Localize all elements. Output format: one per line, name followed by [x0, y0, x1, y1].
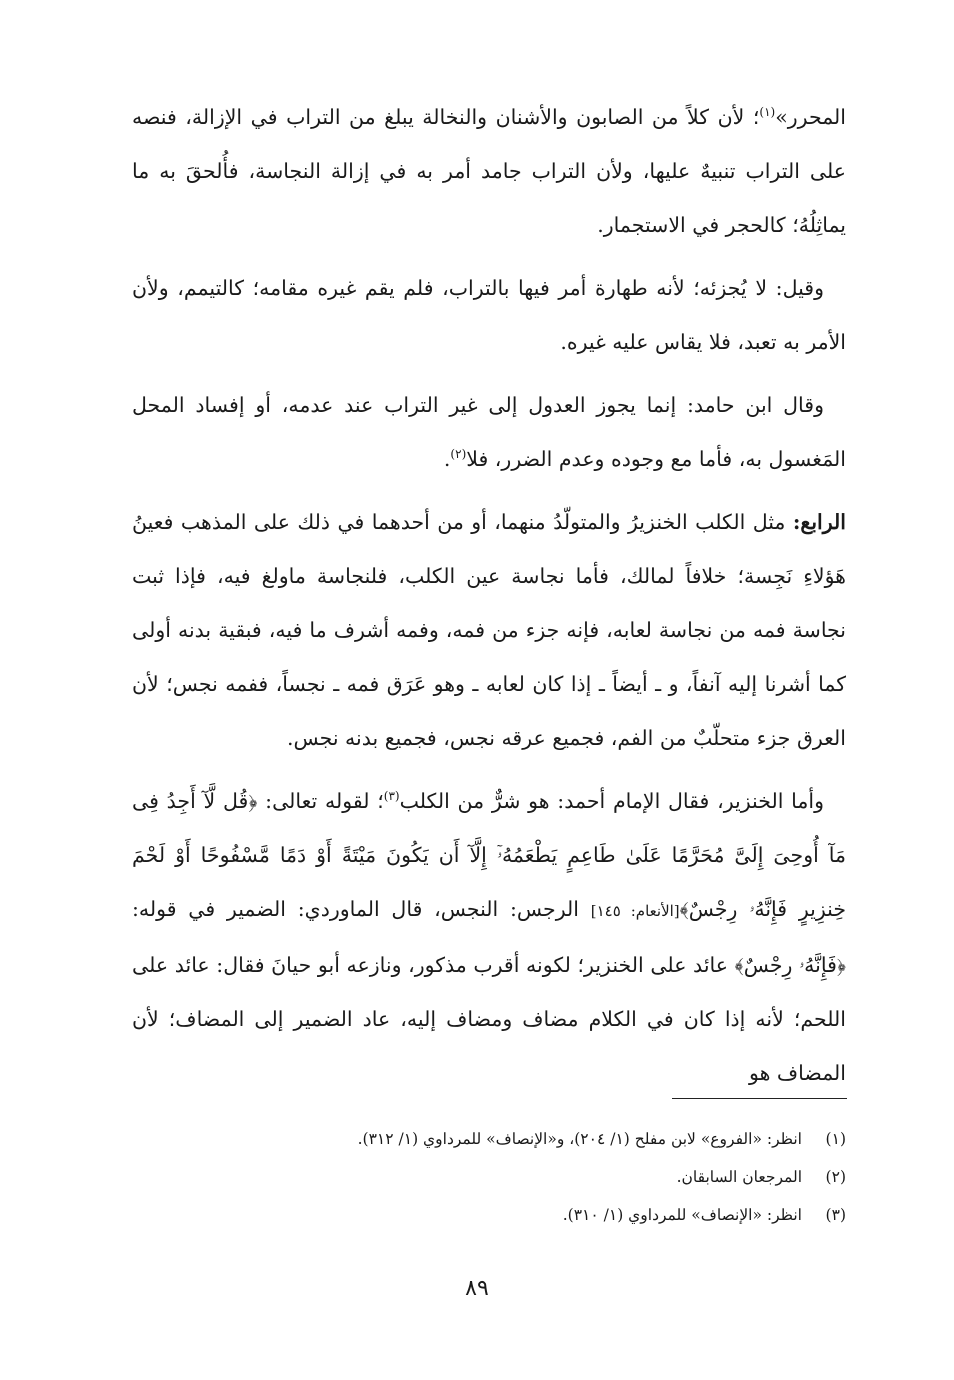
quran-verse: ﴿قُل لَّآ أَجِدُ فِى مَآ أُوحِىَ إِلَىَّ مُحَرَّمًا عَلَىٰ طَاعِمٍ يَطْعَمُهُۥٓ إِلَّآ أَن يَكُونَ مَيْتَةً أَوْ دَمًا مَّسْفُوحًا أَوْ لَحْمَ خِنزِيرٍ فَإِنَّهُۥ رِجْسٌ﴾ — [132, 789, 847, 921]
paragraph-3 — [132, 378, 846, 486]
paragraph-2 — [132, 261, 846, 369]
footnote-separator — [672, 1098, 847, 1099]
section-lead-word: الرابع: — [792, 510, 846, 534]
page-number: ٨٩ — [465, 1276, 489, 1301]
paragraph-2-text: وقيل: لا يُجزئه؛ لأنه طهارة أمر فيها بالتراب، فلم يقم غيره مقامه؛ كالتيمم، ولأن الأمر به تعبد، فلا يقاس عليه غيره. — [132, 276, 846, 354]
footnote-2-number: (٢) — [825, 1168, 846, 1186]
footnote-2 — [132, 1158, 846, 1196]
footnote-1-text: انظر: «الفروع» لابن مفلح (١/ ٢٠٤)، و«الإنصاف» للمرداوي (١/ ٣١٢). — [357, 1130, 802, 1148]
paragraph-5-middle: الرجس: النجس، قال الماوردي: الضمير في قوله: — [132, 897, 591, 921]
footnote-3 — [132, 1196, 846, 1234]
footnote-3-text: انظر: «الإنصاف» للمرداوي (١/ ٣١٠). — [562, 1206, 802, 1224]
footnote-2-text: المرجعان السابقان. — [676, 1168, 802, 1186]
footnote-ref-3[interactable]: (٣) — [383, 789, 400, 804]
paragraph-1-text-cont: ؛ لأن كلاً من الصابون والأشنان والنخالة يبلغ من التراب في الإزالة، فنصه على التراب تنبيهٌ عليها، ولأن التراب جامد أمر به في إزالة النجاسة، فأُلحقَ به ما يماثِلُهُ؛ كالحجر في الاستجمار. — [132, 105, 846, 237]
footnote-1-number: (١) — [825, 1130, 846, 1148]
paragraph-3-end: . — [443, 447, 451, 471]
paragraph-5-intro: وأما الخنزير، فقال الإمام أحمد: هو شرٌّ من الكلب — [399, 789, 824, 813]
footnote-3-number: (٣) — [825, 1206, 846, 1224]
paragraph-5 — [132, 774, 846, 1100]
footnote-1 — [132, 1120, 846, 1158]
verse-reference: [الأنعام: ١٤٥] — [590, 902, 680, 920]
paragraph-4-text: مثل الكلب الخنزيرُ والمتولّدُ منهما، أو من أحدهما في ذلك على المذهب فعينُ هَؤلاءِ نَجِسة؛ خلافاً لمالك، فأما نجاسة عين الكلب، فلنجاسة ماولغ فيه، فإذا ثبت نجاسة فمه من نجاسة لعابه، فإنه جزء من فمه، وفمه أشرف ما فيه، فبقية بدنه أولى كما أشرنا إليه آنفاً، و ـ أيضاً ـ إذا كان لعابه ـ وهو عَرَق فمه ـ نجساً، ففمه نجس؛ لأن العرق جزء متحلّبٌ من الفم، فجميع عرقه نجس، فجميع بدنه نجس. — [132, 510, 846, 750]
footnotes — [132, 1120, 846, 1234]
footnote-ref-1[interactable]: (١) — [759, 105, 776, 120]
paragraph-5-tail: عائد على الخنزير؛ لكونه أقرب مذكور، ونازعه أبو حيانَ فقال: عائد على اللحم؛ لأنه إذا كان في الكلام مضاف ومضاف إليه، عاد الضمير إلى المضاف؛ لأن المضاف هو — [132, 953, 846, 1085]
footnote-ref-2[interactable]: (٢) — [450, 447, 467, 462]
paragraph-5-intro-tail: ؛ لقوله تعالى: — [257, 789, 384, 813]
main-text — [132, 90, 846, 1109]
quran-verse-short: ﴿فَإِنَّهُۥ رِجْسٌ﴾ — [734, 953, 846, 977]
paragraph-1 — [132, 90, 846, 252]
paragraph-1-text: المحرر» — [775, 105, 846, 129]
paragraph-4 — [132, 495, 846, 765]
paragraph-3-text: وقال ابن حامد: إنما يجوز العدول إلى غير التراب عند عدمه، أو إفساد المحل المَغسول به، فأما مع وجوده وعدم الضرر، فلا — [132, 393, 846, 471]
